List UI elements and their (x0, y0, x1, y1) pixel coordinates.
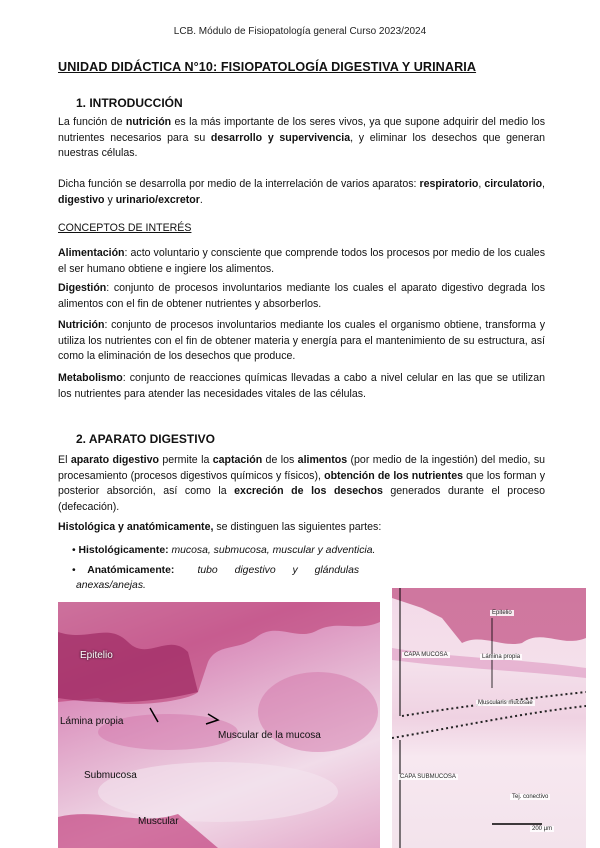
concept-alimentacion: Alimentación: acto voluntario y consciente que comprende todos los procesos por medio de los cuales el ser humano obtiene e ingiere los alimentos. (58, 247, 545, 275)
label-lamina-propia: Lámina propia (60, 716, 124, 727)
concept-digestion: Digestión: conjunto de procesos involuntarios mediante los cuales el aparato digestivo degrada los alimentos con el fin de obtener nutrientes y absorberlos. (58, 282, 545, 310)
document-title: UNIDAD DIDÁCTICA N°10: FISIOPATOLOGÍA DIGESTIVA Y URINARIA (58, 60, 477, 74)
label-muscular-mucosa: Muscular de la mucosa (218, 730, 321, 741)
parts-intro: Histológica y anatómicamente, se distinguen las siguientes partes: (58, 521, 382, 533)
page-header: LCB. Módulo de Fisiopatología general Curso 2023/2024 (173, 26, 427, 37)
label-scale-bar: 200 µm (532, 826, 553, 832)
intro-paragraph-2: Dicha función se desarrolla por medio de la interrelación de varios aparatos: respiratorio, circulatorio, digestivo y urinario/excretor. (58, 178, 545, 206)
section-2-heading: 2. APARATO DIGESTIVO (76, 432, 215, 446)
label-capa-mucosa: CAPA MUCOSA (404, 652, 448, 658)
digestive-paragraph: El aparato digestivo permite la captación de los alimentos (por medio de la ingestión) del medio, su procesamiento (procesos digestivos químicos y físicos), obtención de los nutrientes que los forman y posterior absorción, así como la excreción de los desechos generados durante el proceso (defecación). (58, 454, 546, 513)
micrograph-right-svg (392, 588, 586, 848)
label-muscular: Muscular (138, 816, 179, 827)
bullet-anatomical-cont: anexas/anejas. (76, 580, 146, 591)
label-epitelio: Epitelio (80, 650, 113, 661)
label-muscularis-mucosae: Muscularis mucosae (478, 700, 533, 706)
label-r-epitelio: Epitelio (492, 610, 512, 616)
concept-metabolismo: Metabolismo: conjunto de reacciones químicas llevadas a cabo a nivel celular en las que se utilizan los nutrientes para atender las necesidades vitales de las células. (58, 372, 545, 400)
label-capa-submucosa: CAPA SUBMUCOSA (400, 774, 456, 780)
label-r-lamina-propia: Lámina propia (482, 654, 521, 660)
label-tej-conectivo: Tej. conectivo (512, 794, 549, 800)
histology-micrograph-left (58, 602, 380, 848)
bullet-histological: • Histológicamente: mucosa, submucosa, muscular y adventicia. (72, 545, 376, 556)
concept-nutricion: Nutrición: conjunto de procesos involuntarios mediante los cuales el organismo obtiene, transforma y utiliza los nutrientes con el fin de obtener materia y energía para el mantenimiento de su estructura, así como la eliminación de los desechos que produce. (58, 319, 545, 363)
intro-paragraph-1: La función de nutrición es la más importante de los seres vivos, ya que supone adquirir del medio los nutrientes necesarios para su desarrollo y supervivencia, y eliminar los desechos que generan nuestras células. (58, 116, 546, 160)
label-submucosa: Submucosa (84, 770, 137, 781)
bullet-anatomical: • Anatómicamente: tubo digestivo y glándulas (72, 565, 360, 576)
section-1-heading: 1. INTRODUCCIÓN (76, 96, 183, 110)
concepts-heading: CONCEPTOS DE INTERÉS (58, 222, 192, 234)
histology-micrograph-right (392, 588, 586, 848)
